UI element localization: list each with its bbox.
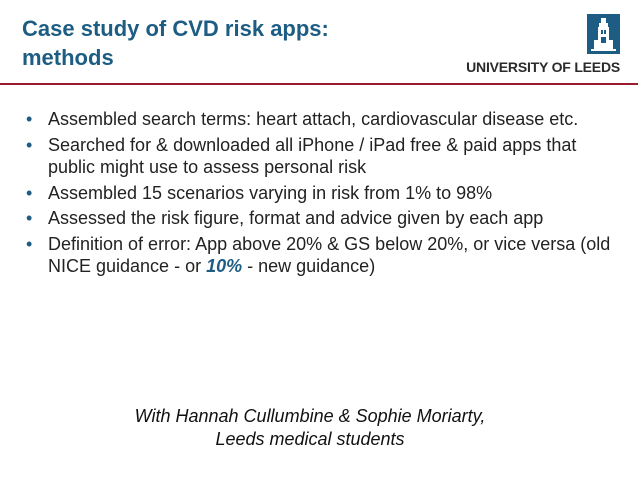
slide-title [22,14,422,72]
credit-note [60,405,560,451]
bullet-dot-icon: • [26,134,33,155]
bullet-text-before: Definition of error: App above 20% & GS below 20%, or vice versa (old NICE guidance - or [48,233,611,276]
bullet-dot-icon: • [26,233,33,254]
bullet-text-after: - new guidance) [242,256,376,276]
university-crest-tower-icon [587,14,620,54]
bullet-text: Assembled 15 scenarios varying in risk from 1% to 98% [48,182,493,203]
bullet-emphasis: 10% [206,256,243,276]
slide-title-line-2: methods [22,45,114,70]
bullet-text: Assessed the risk figure, format and advice given by each app [48,208,544,228]
bullet-text: Searched for & downloaded all iPhone / iPad free & paid apps that public might use to assess personal risk [48,134,577,177]
bullet-dot-icon: • [26,182,33,203]
bullet-text: Assembled search terms: heart attach, cardiovascular disease etc. [48,109,579,129]
university-logo [440,14,620,75]
slide-title-line-1: Case study of CVD risk apps: [22,16,329,41]
bullet-list [26,108,624,281]
bullet-item [26,182,624,205]
bullet-item [26,233,624,278]
credit-line-1: With Hannah Cullumbine & Sophie Moriarty, [134,406,486,426]
title-divider [0,83,638,85]
bullet-item [26,134,624,179]
university-name: UNIVERSITY OF LEEDS [466,59,620,75]
bullet-item [26,108,624,131]
bullet-item [26,207,624,230]
credit-line-2: Leeds medical students [215,429,405,449]
bullet-dot-icon: • [26,109,33,129]
bullet-dot-icon: • [26,208,33,228]
